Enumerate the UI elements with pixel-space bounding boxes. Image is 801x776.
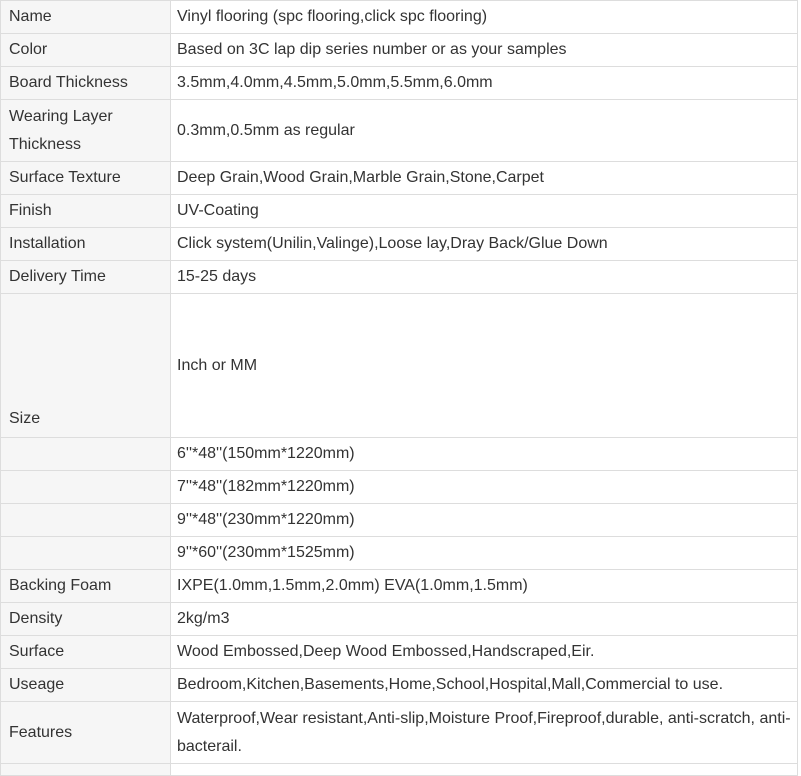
row-value: Inch or MM (171, 294, 798, 438)
row-value: 0.3mm,0.5mm as regular (171, 100, 798, 162)
table-row (1, 570, 798, 603)
row-label: Surface (1, 636, 171, 669)
table-row (1, 1, 798, 34)
row-value: 9''*60''(230mm*1525mm) (171, 537, 798, 570)
row-value: Deep Grain,Wood Grain,Marble Grain,Stone,Carpet (171, 162, 798, 195)
row-value: Bedroom,Kitchen,Basements,Home,School,Hospital,Mall,Commercial to use. (171, 669, 798, 702)
table-row (1, 438, 798, 471)
table-row (1, 702, 798, 764)
table-row (1, 603, 798, 636)
row-label: Useage (1, 669, 171, 702)
row-label: Color (1, 34, 171, 67)
row-label (1, 438, 171, 471)
row-label (1, 764, 171, 776)
table-row (1, 67, 798, 100)
row-value: Vinyl flooring (spc flooring,click spc flooring) (171, 1, 798, 34)
table-row (1, 34, 798, 67)
row-value: Based on 3C lap dip series number or as your samples (171, 34, 798, 67)
table-row (1, 669, 798, 702)
row-value: 6''*48''(150mm*1220mm) (171, 438, 798, 471)
table-row (1, 294, 798, 438)
table-row (1, 471, 798, 504)
row-label: Size (1, 294, 171, 438)
row-label (1, 471, 171, 504)
table-row (1, 504, 798, 537)
table-row (1, 195, 798, 228)
row-label: Finish (1, 195, 171, 228)
table-row (1, 636, 798, 669)
row-label: Delivery Time (1, 261, 171, 294)
table-row (1, 228, 798, 261)
table-row (1, 162, 798, 195)
row-value: Wood Embossed,Deep Wood Embossed,Handscraped,Eir. (171, 636, 798, 669)
row-label: Density (1, 603, 171, 636)
row-label (1, 537, 171, 570)
row-value: 3.5mm,4.0mm,4.5mm,5.0mm,5.5mm,6.0mm (171, 67, 798, 100)
row-value: 15-25 days (171, 261, 798, 294)
row-label: Name (1, 1, 171, 34)
row-label: Surface Texture (1, 162, 171, 195)
table-row (1, 537, 798, 570)
row-label: Wearing Layer Thickness (1, 100, 171, 162)
row-value: 2kg/m3 (171, 603, 798, 636)
row-label: Features (1, 702, 171, 764)
table-row (1, 261, 798, 294)
row-value: Click system(Unilin,Valinge),Loose lay,Dray Back/Glue Down (171, 228, 798, 261)
table-row (1, 764, 798, 776)
row-label: Backing Foam (1, 570, 171, 603)
row-label: Installation (1, 228, 171, 261)
row-label (1, 504, 171, 537)
row-label: Board Thickness (1, 67, 171, 100)
row-value: 7''*48''(182mm*1220mm) (171, 471, 798, 504)
row-value: 9''*48''(230mm*1220mm) (171, 504, 798, 537)
row-value: UV-Coating (171, 195, 798, 228)
row-value (171, 764, 798, 776)
row-value: Waterproof,Wear resistant,Anti-slip,Moisture Proof,Fireproof,durable, anti-scratch, anti-bacterail. (171, 702, 798, 764)
row-value: IXPE(1.0mm,1.5mm,2.0mm) EVA(1.0mm,1.5mm) (171, 570, 798, 603)
table-row (1, 100, 798, 162)
